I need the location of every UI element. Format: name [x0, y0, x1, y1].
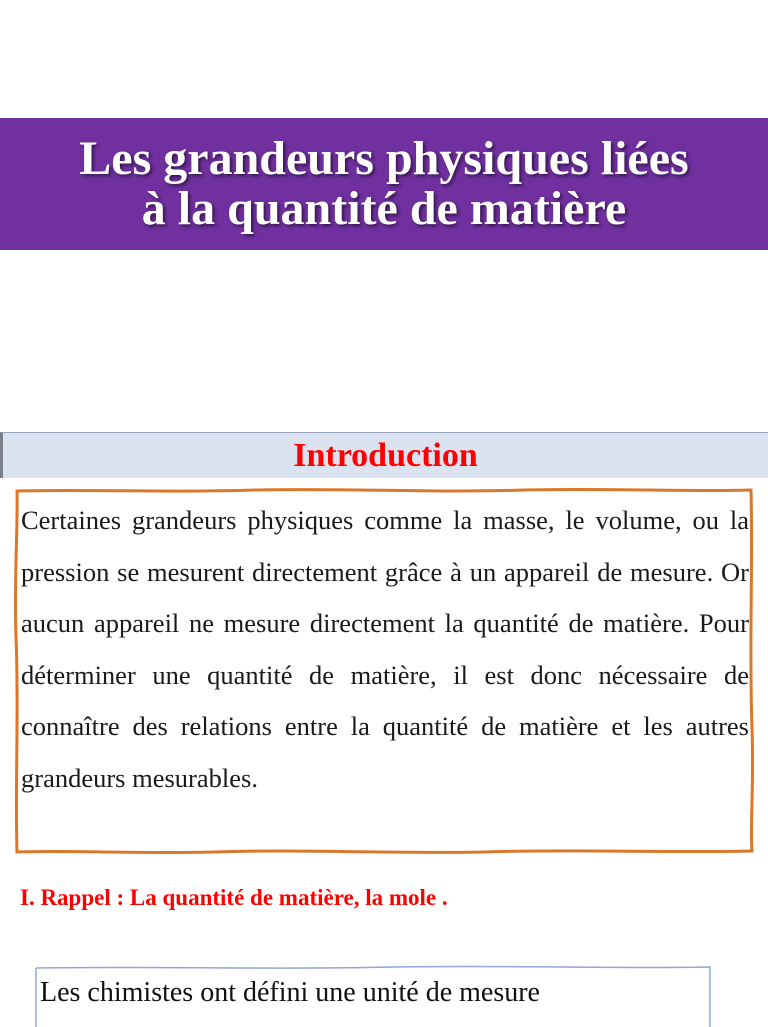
page-title — [14, 134, 754, 234]
introduction-heading-bar — [0, 432, 768, 478]
definition-text: Les chimistes ont défini une unité de mesure — [40, 977, 540, 1008]
section-heading-rappel: I. Rappel : La quantité de matière, la mole . — [20, 885, 448, 910]
introduction-heading: Introduction — [293, 436, 478, 474]
definition-box — [34, 965, 712, 1027]
introduction-box — [14, 487, 755, 855]
title-line-2: à la quantité de matière — [141, 182, 627, 235]
introduction-paragraph: Certaines grandeurs physiques comme la masse, le volume, ou la pression se mesurent directement grâce à un appareil de mesure. Or aucun appareil ne mesure directement la quantité de matière. Pour déterminer une quantité de matière, il est donc nécessaire de connaître des relations entre la quantité de matière et les autres grandeurs mesurables. — [21, 505, 749, 793]
title-line-1: Les grandeurs physiques liées — [79, 132, 689, 185]
title-banner — [0, 118, 768, 250]
